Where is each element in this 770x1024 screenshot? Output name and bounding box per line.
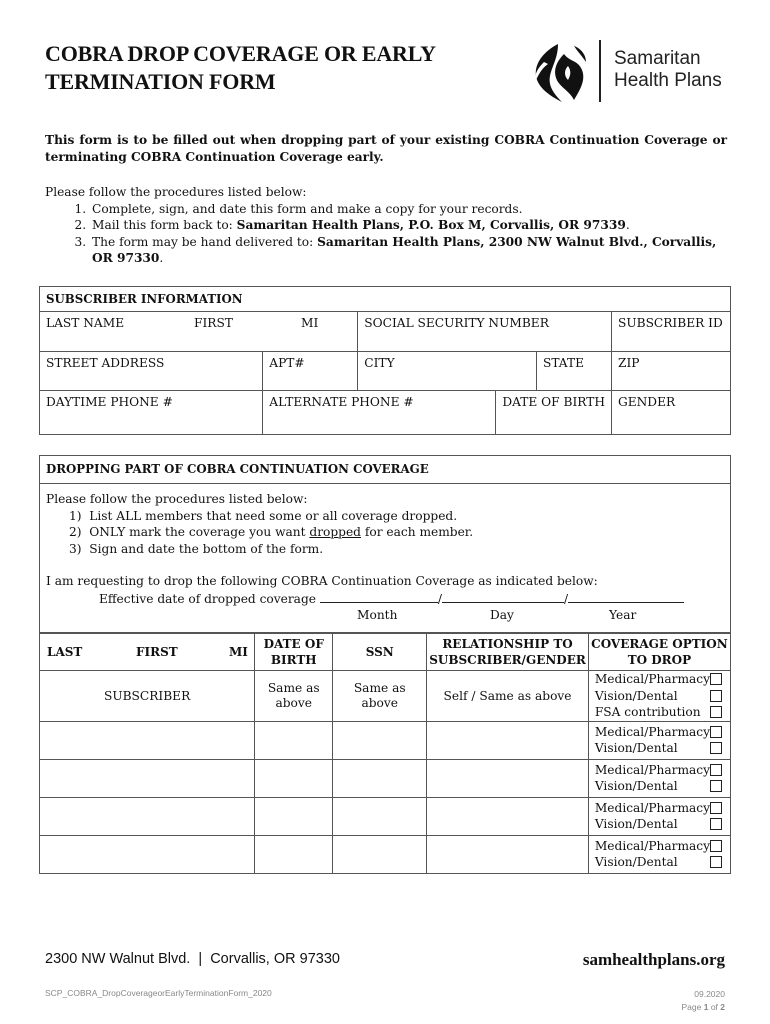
subscriber-id-label: SUBSCRIBER ID (618, 316, 723, 330)
table-row (40, 759, 731, 797)
dropping-step-1: 1) List ALL members that need some or all coverage dropped. (69, 508, 458, 523)
member-ssn-cell[interactable] (333, 797, 427, 835)
logo-name-line2: Health Plans (614, 70, 722, 91)
name-field[interactable] (40, 312, 358, 352)
member-ssn-cell[interactable] (333, 835, 427, 873)
col-first: FIRST (136, 645, 178, 659)
alternate-phone-field[interactable] (263, 391, 496, 435)
mail-address: Samaritan Health Plans, P.O. Box M, Corvallis, OR 97339 (236, 218, 626, 232)
apt-field[interactable] (263, 352, 358, 391)
coverage-option[interactable]: Medical/Pharmacy (595, 762, 730, 779)
ssn-label: SOCIAL SECURITY NUMBER (364, 316, 549, 330)
date-slash-1: / (437, 591, 442, 606)
logo-name (614, 48, 722, 92)
alternate-phone-label: ALTERNATE PHONE # (269, 395, 414, 409)
last-name-label: LAST NAME (46, 316, 125, 330)
state-label: STATE (543, 356, 584, 370)
member-coverage-cell (588, 721, 730, 759)
member-name-cell[interactable] (40, 797, 255, 835)
form-title-line2: TERMINATION FORM (45, 69, 276, 94)
medical-pharmacy-checkbox[interactable] (710, 840, 722, 852)
table-row-subscriber (40, 671, 731, 722)
medical-pharmacy-checkbox[interactable] (710, 726, 722, 738)
coverage-option[interactable]: Vision/Dental (595, 778, 730, 795)
member-name-cell[interactable] (40, 835, 255, 873)
footer-website-link[interactable]: samhealthplans.org (582, 950, 725, 969)
procedure-step-2-prefix: Mail this form back to: (92, 218, 237, 232)
footer-date-page (682, 988, 726, 1014)
state-field[interactable] (537, 352, 612, 391)
coverage-option[interactable]: FSA contribution (595, 704, 730, 721)
daytime-phone-label: DAYTIME PHONE # (46, 395, 173, 409)
member-relationship-cell[interactable] (427, 721, 589, 759)
coverage-option[interactable]: Medical/Pharmacy (595, 724, 730, 741)
member-coverage-cell (588, 759, 730, 797)
date-captions (46, 607, 726, 623)
vision-dental-checkbox[interactable] (710, 818, 722, 830)
date-of-birth-label: DATE OF BIRTH (502, 395, 605, 409)
medical-pharmacy-checkbox[interactable] (710, 673, 722, 685)
date-of-birth-field[interactable] (496, 391, 612, 435)
members-header-row (40, 634, 731, 671)
coverage-option[interactable]: Vision/Dental (595, 740, 730, 757)
subscriber-relationship-cell: Self / Same as above (427, 671, 589, 722)
medical-pharmacy-checkbox[interactable] (710, 802, 722, 814)
effective-date-label: Effective date of dropped coverage (99, 591, 316, 606)
logo-divider (599, 40, 601, 102)
dropped-underlined: dropped (309, 525, 361, 539)
vision-dental-checkbox[interactable] (710, 690, 722, 702)
footer-date: 09.2020 (694, 989, 725, 999)
subscriber-information-table (39, 286, 731, 435)
member-relationship-cell[interactable] (427, 759, 589, 797)
samaritan-logo (528, 40, 728, 104)
vision-dental-checkbox[interactable] (710, 856, 722, 868)
dropping-instructions (39, 483, 731, 633)
dropping-step-2: 2) ONLY mark the coverage you want dropped for each member. (69, 525, 474, 539)
dropping-section-header (39, 455, 731, 484)
request-statement: I am requesting to drop the following COBRA Continuation Coverage as indicated below: (46, 574, 598, 588)
vision-dental-checkbox[interactable] (710, 742, 722, 754)
street-address-label: STREET ADDRESS (46, 356, 165, 370)
month-caption: Month (357, 608, 398, 622)
ssn-field[interactable] (358, 312, 612, 352)
coverage-option[interactable]: Medical/Pharmacy (595, 838, 730, 855)
member-dob-cell[interactable] (255, 721, 333, 759)
mi-label: MI (301, 316, 319, 330)
member-dob-cell[interactable] (255, 759, 333, 797)
member-ssn-cell[interactable] (333, 759, 427, 797)
effective-year-input[interactable] (568, 590, 684, 603)
procedures (45, 184, 735, 267)
form-title-line1: COBRA DROP COVERAGE OR EARLY (45, 41, 436, 66)
members-table (39, 633, 731, 874)
fsa-contribution-checkbox[interactable] (710, 706, 722, 718)
footer-address: 2300 NW Walnut Blvd. | Corvallis, OR 97330 (45, 951, 340, 967)
coverage-option[interactable]: Vision/Dental (595, 854, 730, 871)
zip-label: ZIP (618, 356, 640, 370)
table-row (40, 797, 731, 835)
procedure-step-2-suffix: . (625, 218, 630, 232)
date-slash-2: / (563, 591, 569, 606)
city-label: CITY (364, 356, 395, 370)
procedure-step-3-prefix: The form may be hand delivered to: (92, 234, 318, 249)
member-name-cell[interactable] (40, 759, 255, 797)
procedure-step-3-suffix: . (159, 251, 164, 265)
effective-date-line (46, 590, 726, 608)
member-name-cell[interactable] (40, 721, 255, 759)
subscriber-section-header: SUBSCRIBER INFORMATION (40, 287, 731, 312)
zip-field[interactable] (612, 352, 731, 391)
dropping-step-3: 3) Sign and date the bottom of the form. (69, 541, 324, 556)
member-coverage-cell (588, 835, 730, 873)
table-row (40, 721, 731, 759)
coverage-option[interactable]: Medical/Pharmacy (595, 671, 730, 688)
subscriber-coverage-cell (588, 671, 730, 722)
member-relationship-cell[interactable] (427, 797, 589, 835)
member-ssn-cell[interactable] (333, 721, 427, 759)
member-coverage-cell (588, 797, 730, 835)
city-field[interactable] (358, 352, 537, 391)
delivery-address: Samaritan Health Plans, 2300 NW Walnut Blvd., Corvallis, OR 97330 (92, 234, 717, 265)
year-caption: Year (609, 608, 637, 622)
col-coverage-option: COVERAGE OPTION TO DROP (588, 634, 730, 671)
day-caption: Day (490, 608, 514, 622)
effective-month-input[interactable] (320, 590, 438, 603)
procedure-step-1: 1. Complete, sign, and date this form and make a copy for your records. (90, 201, 735, 218)
effective-day-input[interactable] (442, 590, 564, 603)
street-address-field[interactable] (40, 352, 263, 391)
daytime-phone-field[interactable] (40, 391, 263, 435)
vision-dental-checkbox[interactable] (710, 780, 722, 792)
subscriber-ssn-cell: Same as above (333, 671, 427, 722)
procedures-heading: Please follow the procedures listed below: (45, 185, 307, 199)
subscriber-name-cell: SUBSCRIBER (40, 671, 255, 722)
table-row (40, 835, 731, 873)
first-name-label: FIRST (194, 316, 233, 330)
coverage-option[interactable]: Vision/Dental (595, 816, 730, 833)
intro-text: This form is to be filled out when dropping part of your existing COBRA Continuation Coverage or terminating COBRA Continuation Coverage early. (45, 133, 727, 164)
form-title (45, 40, 436, 96)
member-relationship-cell[interactable] (427, 835, 589, 873)
logo-name-line1: Samaritan (614, 48, 701, 69)
footer-form-code: SCP_COBRA_DropCoverageorEarlyTerminationForm_2020 (45, 988, 272, 998)
subscriber-dob-cell: Same as above (255, 671, 333, 722)
col-mi: MI (229, 645, 248, 659)
procedure-step-2 (90, 217, 735, 234)
col-ssn: SSN (333, 634, 427, 671)
gender-field[interactable] (612, 391, 731, 435)
dropping-header-text: DROPPING PART OF COBRA CONTINUATION COVERAGE (46, 462, 429, 476)
dropping-procedures-heading: Please follow the procedures listed below: (46, 492, 308, 506)
member-dob-cell[interactable] (255, 835, 333, 873)
gender-label: GENDER (618, 395, 676, 409)
col-dob: DATE OF BIRTH (255, 634, 333, 671)
procedure-step-3 (90, 234, 735, 267)
apt-label: APT# (269, 356, 305, 370)
member-dob-cell[interactable] (255, 797, 333, 835)
name-columns-header (40, 634, 255, 671)
col-last: LAST (47, 645, 83, 659)
coverage-option[interactable]: Medical/Pharmacy (595, 800, 730, 817)
subscriber-id-field[interactable] (612, 312, 731, 352)
page-number: Page 1 of 2 (681, 1002, 725, 1012)
samaritan-flame-icon (528, 40, 594, 104)
coverage-option[interactable]: Vision/Dental (595, 688, 730, 705)
col-relationship: RELATIONSHIP TO SUBSCRIBER/GENDER (427, 634, 589, 671)
medical-pharmacy-checkbox[interactable] (710, 764, 722, 776)
